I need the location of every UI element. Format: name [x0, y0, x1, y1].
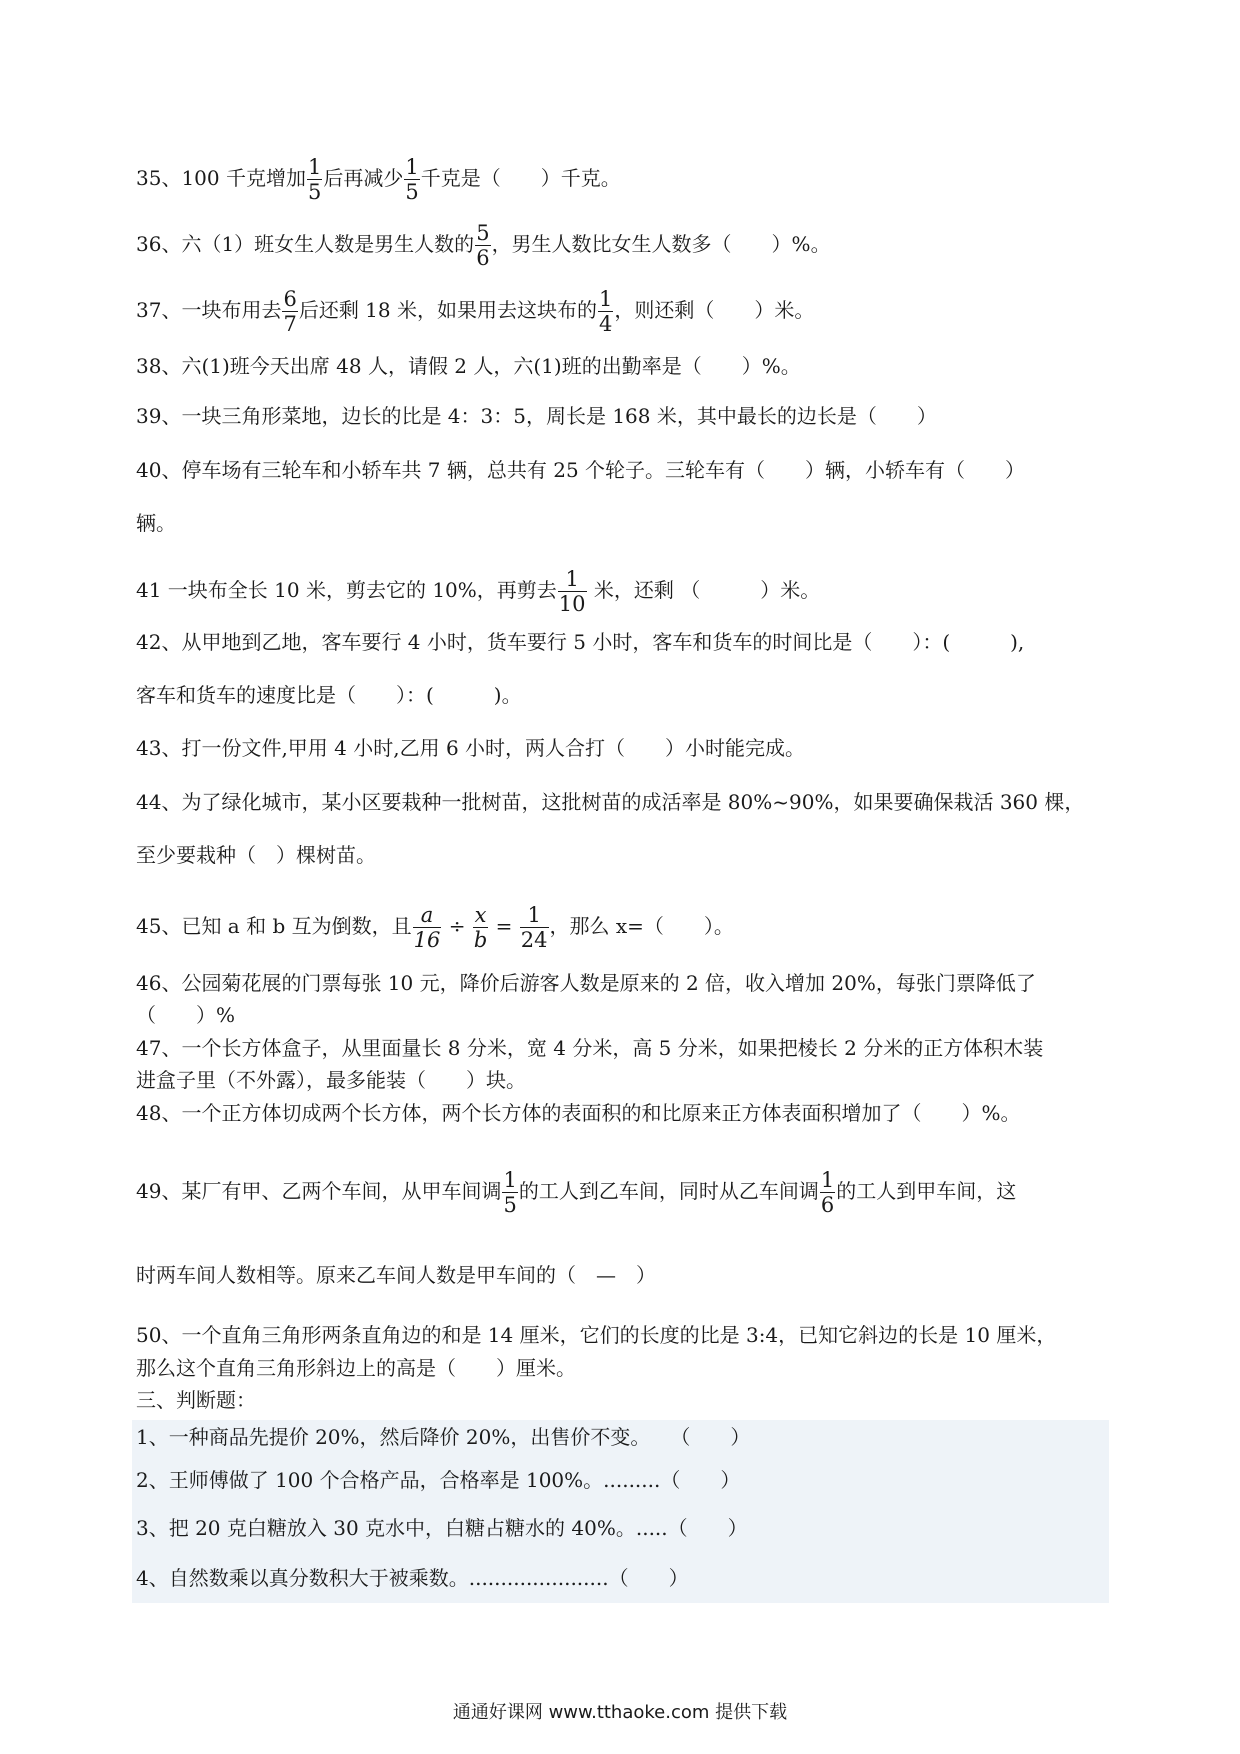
- judgement-item-3: 3、把 20 克白糖放入 30 克水中，白糖占糖水的 40%。.....（ ）: [136, 1516, 748, 1540]
- footer: 通通好课网 www.tthaoke.com 提供下载: [452, 1702, 788, 1723]
- fraction: $\frac{x}{b}$: [473, 903, 488, 952]
- judgement-item-1: 1、一种商品先提价 20%，然后降价 20%，出售价不变。 （ ）: [136, 1425, 751, 1449]
- question-45: 45、已知 a 和 b 互为倒数，且 $\frac{a}{16}$ ÷ $\frac{x}{b}$ = $\frac{1}{24}$ ，那么 x=（ ）。: [136, 903, 734, 952]
- fraction: $\frac{1}{5}$: [405, 155, 419, 204]
- question-44-line1: 44、为了绿化城市，某小区要栽种一批树苗，这批树苗的成活率是 80%~90%，如果要确保栽活 360 棵，: [136, 790, 1085, 814]
- fraction: $\frac{1}{10}$: [558, 567, 586, 616]
- question-47-line2: 进盒子里（不外露），最多能装（ ）块。: [136, 1068, 526, 1092]
- question-49-line2: 时两车间人数相等。原来乙车间人数是甲车间的（ — ）: [136, 1263, 656, 1287]
- section-heading-judgement: 三、判断题：: [136, 1388, 256, 1412]
- question-48: 48、一个正方体切成两个长方体，两个长方体的表面积的和比原来正方体表面积增加了（ ）%。: [136, 1101, 1021, 1125]
- fraction: $\frac{1}{24}$: [520, 903, 548, 952]
- question-49-line1: 49、某厂有甲、乙两个车间，从甲车间调 $\frac{1}{5}$ 的工人到乙车间，同时从乙车间调 $\frac{1}{6}$ 的工人到甲车间，这: [136, 1168, 1017, 1217]
- question-36: 36、六（1）班女生人数是男生人数的 $\frac{5}{6}$ ，男生人数比女生人数多（ ）%。: [136, 221, 831, 270]
- question-50-line2: 那么这个直角三角形斜边上的高是（ ）厘米。: [136, 1356, 576, 1380]
- question-37: 37、一块布用去 $\frac{6}{7}$ 后还剩 18 米，如果用去这块布的 $\frac{1}{4}$ ，则还剩（ ）米。: [136, 287, 815, 336]
- question-43: 43、打一份文件,甲用 4 小时,乙用 6 小时，两人合打（ ）小时能完成。: [136, 736, 806, 760]
- question-40-line2: 辆。: [136, 511, 176, 535]
- question-42-line2: 客车和货车的速度比是（ ）：( )。: [136, 683, 522, 707]
- fraction: $\frac{a}{16}$: [413, 903, 441, 952]
- question-46-line1: 46、公园菊花展的门票每张 10 元，降价后游客人数是原来的 2 倍，收入增加 20%，每张门票降低了: [136, 971, 1036, 995]
- fraction: $\frac{1}{5}$: [307, 155, 322, 204]
- question-39: 39、一块三角形菜地，边长的比是 4：3：5，周长是 168 米，其中最长的边长是（ ）: [136, 404, 937, 428]
- question-46-line2: （ ）%: [136, 1003, 236, 1027]
- question-44-line2: 至少要栽种（ ）棵树苗。: [136, 843, 376, 867]
- judgement-item-2: 2、王师傅做了 100 个合格产品，合格率是 100%。.........（ ）: [136, 1468, 741, 1492]
- fraction: $\frac{5}{6}$: [476, 221, 490, 270]
- question-50-line1: 50、一个直角三角形两条直角边的和是 14 厘米，它们的长度的比是 3:4，已知它斜边的长是 10 厘米，: [136, 1323, 1057, 1347]
- fraction: $\frac{6}{7}$: [283, 287, 297, 336]
- judgement-item-4: 4、自然数乘以真分数积大于被乘数。......................（ ）: [136, 1566, 689, 1590]
- question-40-line1: 40、停车场有三轮车和小轿车共 7 辆，总共有 25 个轮子。三轮车有（ ）辆，小轿车有（ ）: [136, 458, 1026, 482]
- question-42-line1: 42、从甲地到乙地，客车要行 4 小时，货车要行 5 小时，客车和货车的时间比是（ ）：( ),: [136, 630, 1025, 654]
- fraction: $\frac{1}{5}$: [503, 1168, 517, 1217]
- fraction: $\frac{1}{4}$: [599, 287, 613, 336]
- question-35: 35、100 千克增加 $\frac{1}{5}$ 后再减少 $\frac{1}{5}$ 千克是（ ）千克。: [136, 155, 621, 204]
- question-41: 41 一块布全长 10 米，剪去它的 10%，再剪去 $\frac{1}{10}$ 米，还剩 （ ）米。: [136, 567, 821, 616]
- question-38: 38、六(1)班今天出席 48 人，请假 2 人，六(1)班的出勤率是（ ）%。: [136, 354, 801, 378]
- fraction: $\frac{1}{6}$: [820, 1168, 835, 1217]
- question-47-line1: 47、一个长方体盒子，从里面量长 8 分米，宽 4 分米，高 5 分米，如果把棱长 2 分米的正方体积木装: [136, 1036, 1044, 1060]
